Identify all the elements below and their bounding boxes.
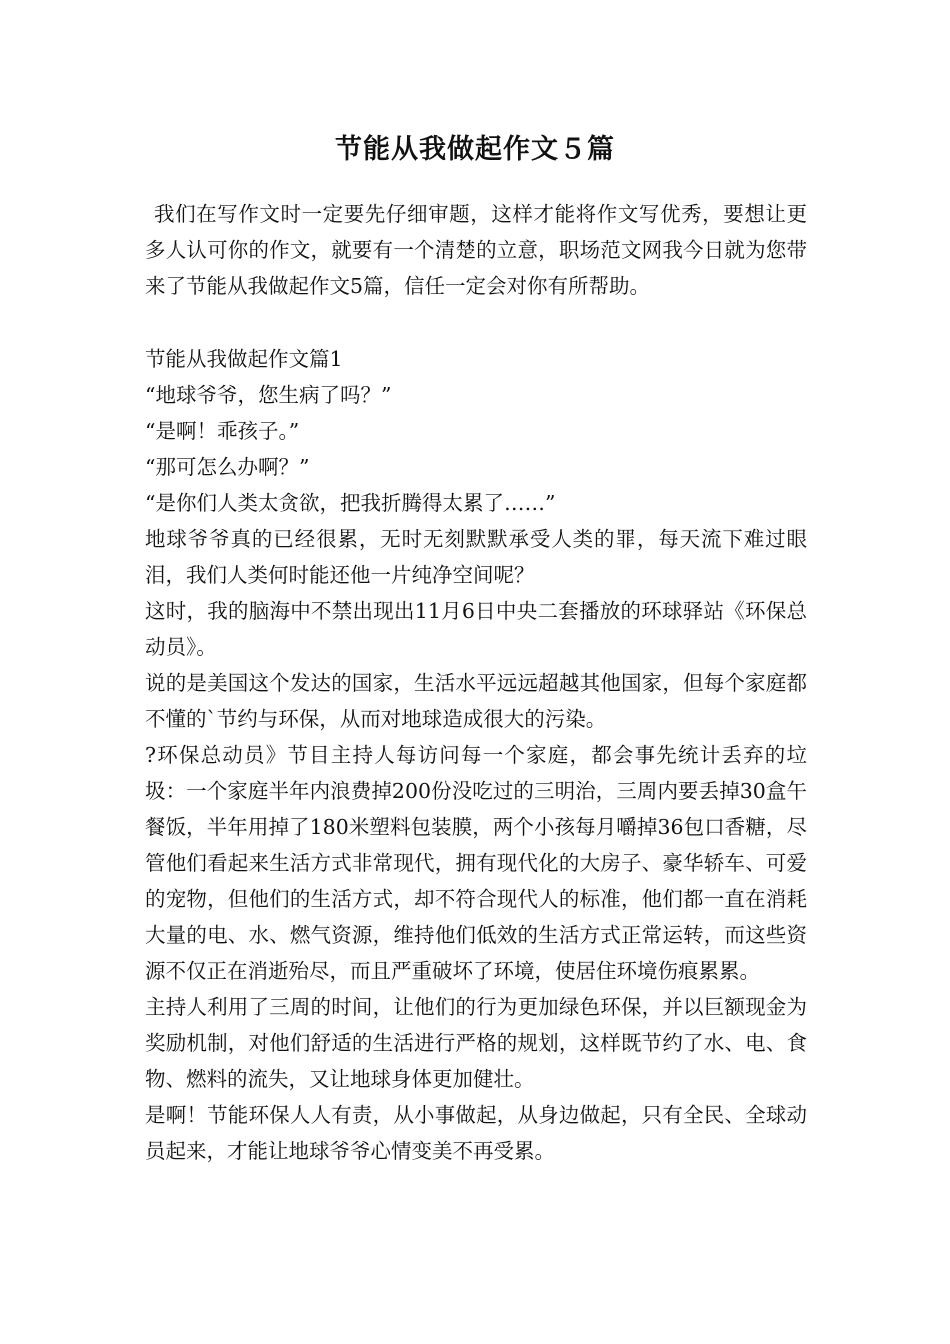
intro-paragraph: 我们在写作文时一定要先仔细审题，这样才能将作文写优秀，要想让更多人认可你的作文，就要有一个清楚的立意，职场范文网我今日就为您带来了节能从我做起作文5篇，信任一定会对你有所帮助。 <box>145 202 807 298</box>
dialogue-line: “那可怎么办啊？” <box>145 455 310 479</box>
dialogue-line: “地球爷爷，您生病了吗？” <box>145 383 392 407</box>
body-paragraph: 主持人利用了三周的时间，让他们的行为更加绿色环保，并以巨额现金为奖励机制，对他们舒适的生活进行严格的规划，这样既节约了水、电、食物、燃料的流失，又让地球身体更加健壮。 <box>145 995 807 1091</box>
body-paragraph: 这时，我的脑海中不禁出现出11月6日中央二套播放的环球驿站《环保总动员》。 <box>145 599 807 659</box>
essay-heading: 节能从我做起作文篇1 <box>145 347 343 371</box>
body-paragraph: 是啊！节能环保人人有责，从小事做起，从身边做起，只有全民、全球动员起来，才能让地球爷爷心情变美不再受累。 <box>145 1103 807 1163</box>
dialogue-line: “是你们人类太贪欲，把我折腾得太累了……” <box>145 491 556 515</box>
body-paragraph: 地球爷爷真的已经很累，无时无刻默默承受人类的罪，每天流下难过眼泪，我们人类何时能还他一片纯净空间呢？ <box>145 527 807 587</box>
body-paragraph: 说的是美国这个发达的国家，生活水平远远超越其他国家，但每个家庭都不懂的`节约与环保，从而对地球造成很大的污染。 <box>145 671 807 731</box>
essay-body <box>145 341 807 1169</box>
dialogue-line: “是啊！乖孩子。” <box>145 419 300 443</box>
document-title: 节能从我做起作文５篇 <box>335 134 615 165</box>
body-paragraph: ?环保总动员》节目主持人每访问每一个家庭，都会事先统计丢弃的垃圾：一个家庭半年内浪费掉200份没吃过的三明治，三周内要丢掉30盒午餐饭，半年用掉了180米塑料包装膜，两个小孩每月嚼掉36包口香糖，尽管他们看起来生活方式非常现代，拥有现代化的大房子、豪华轿车、可爱的宠物，但他们的生活方式，却不符合现代人的标准，他们都一直在消耗大量的电、水、燃气资源，维持他们低效的生活方式正常运转，而这些资源不仅正在消逝殆尽，而且严重破坏了环境，使居住环境伤痕累累。 <box>145 743 807 983</box>
